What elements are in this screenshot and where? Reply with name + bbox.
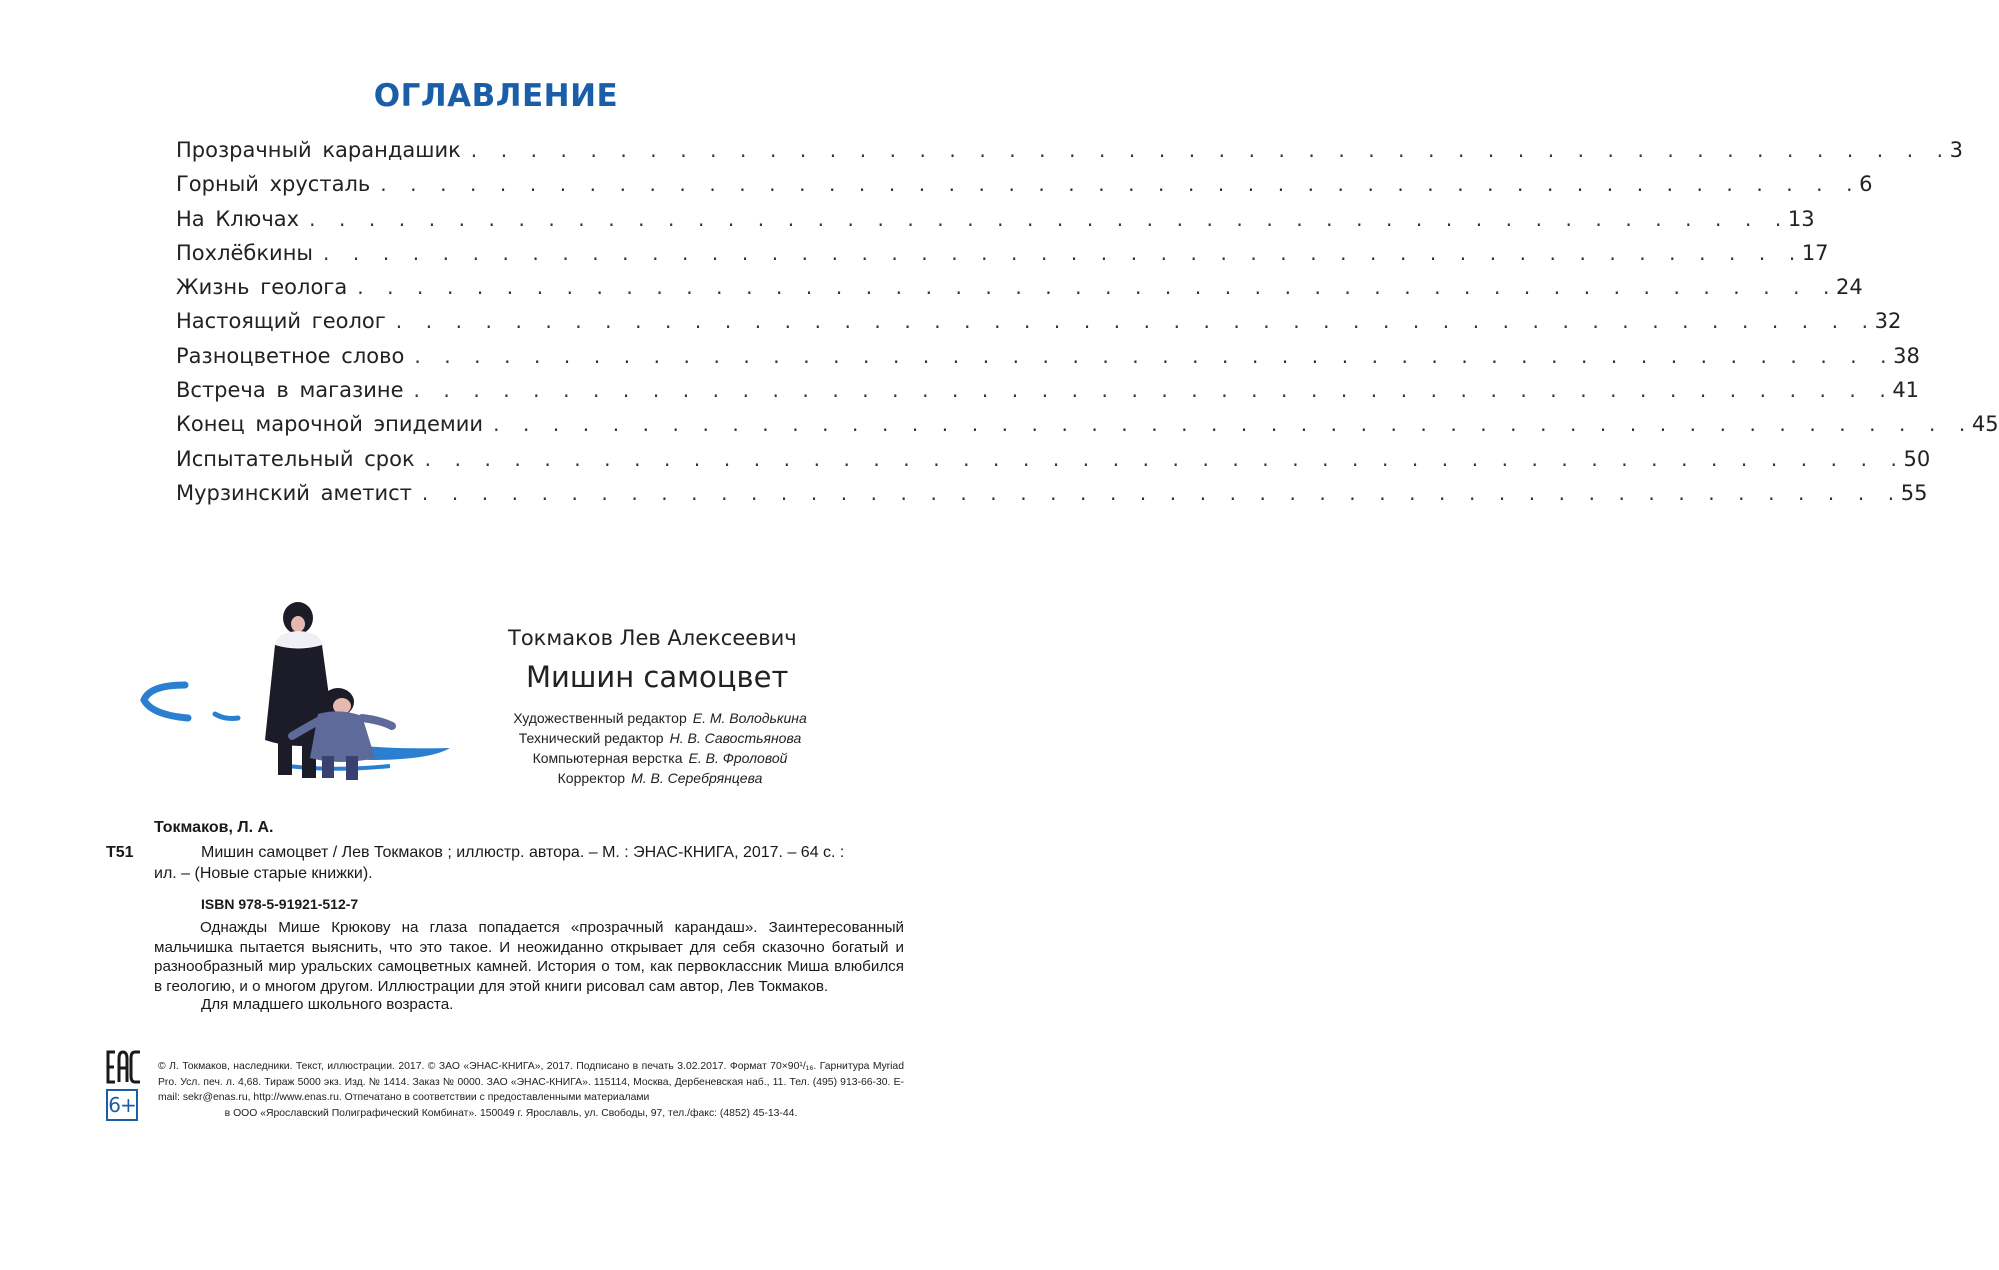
toc-entry-title: Горный хрусталь bbox=[176, 172, 371, 197]
credit-row bbox=[470, 710, 850, 730]
imprint-text bbox=[158, 1059, 904, 1121]
toc-entry-page: 41 bbox=[1892, 378, 1920, 403]
toc-leader-dots: . . . . . . . . . . . . . . . . . . . . . . . . . . . . . . . . . . . . . . . . . . . . . . . . . . bbox=[413, 378, 1893, 403]
book-author: Токмаков Лев Алексеевич bbox=[508, 626, 797, 650]
book-title: Мишин самоцвет bbox=[526, 660, 789, 694]
toc-entry-title: Встреча в магазине bbox=[176, 378, 404, 403]
toc-entry-page: 17 bbox=[1801, 240, 1829, 265]
toc-entry-page: 24 bbox=[1836, 275, 1863, 300]
credit-row bbox=[470, 750, 850, 770]
toc-entry-title: Испытательный срок bbox=[176, 446, 415, 471]
toc-leader-dots: . . . . . . . . . . . . . . . . . . . . . . . . . . . . . . . . . . . . . . . . . . . . . . . . . . bbox=[380, 172, 1860, 197]
credit-person: Е. В. Фроловой bbox=[688, 750, 788, 766]
toc-entry-page: 50 bbox=[1903, 446, 1931, 471]
eac-certification-logo bbox=[106, 1050, 142, 1084]
age-rating-badge: 6+ bbox=[106, 1089, 138, 1121]
toc-entry bbox=[176, 480, 1928, 515]
toc-entry bbox=[176, 378, 1920, 412]
toc-leader-dots: . . . . . . . . . . . . . . . . . . . . . . . . . . . . . . . . . . . . . . . . . . . . . . . . . . bbox=[323, 240, 1802, 265]
toc-leader-dots: . . . . . . . . . . . . . . . . . . . . . . . . . . . . . . . . . . . . . . . . . . . . . . . . . . bbox=[357, 275, 1836, 300]
toc-entry-title: Похлёбкины bbox=[176, 240, 314, 265]
toc-entry bbox=[176, 343, 1920, 378]
toc-entry-page: 55 bbox=[1900, 480, 1928, 505]
toc-entry bbox=[176, 446, 1931, 481]
toc-leader-dots: . . . . . . . . . . . . . . . . . . . . . . . . . . . . . . . . . . . . . . . . . . . . . . . . . . bbox=[414, 343, 1894, 368]
toc-entry-page: 38 bbox=[1893, 343, 1920, 368]
biblio-annotation: Однажды Мише Крюкову на глаза попадается «прозрачный карандаш». Заинтересованный мальчишка пытается выяснить, что это такое. И неожиданно открывает для себя сказочно богатый и разнообразный мир уральских самоцветных камней. История о том, как первоклассник Миша влюбился в геологию, и о многом другом. Иллюстрации для этой книги рисовал сам автор, Лев Токмаков. bbox=[154, 919, 904, 995]
toc-entry-page: 6 bbox=[1859, 172, 1873, 197]
credit-person: Н. В. Савостьянова bbox=[669, 730, 802, 746]
toc-entry-page: 45 bbox=[1971, 412, 1999, 437]
biblio-age-note: Для младшего школьного возраста. bbox=[201, 996, 454, 1013]
toc-leader-dots: . . . . . . . . . . . . . . . . . . . . . . . . . . . . . . . . . . . . . . . . . . . . . . . . . . bbox=[421, 480, 1901, 505]
toc-entry-page: 3 bbox=[1949, 138, 1963, 162]
biblio-description: Мишин самоцвет / Лев Токмаков ; иллюстр. автора. – М. : ЭНАС-КНИГА, 2017. – 64 с. : bbox=[201, 844, 845, 861]
credit-role: Корректор bbox=[557, 770, 626, 786]
toc-entry-title: Прозрачный карандашик bbox=[176, 138, 461, 162]
credit-person: М. В. Серебрянцева bbox=[631, 770, 763, 786]
biblio-isbn: ISBN 978-5-91921-512-7 bbox=[201, 896, 359, 912]
toc-entry bbox=[176, 412, 1999, 446]
toc-entry-page: 32 bbox=[1874, 309, 1902, 334]
credits-list bbox=[470, 710, 850, 790]
credit-row bbox=[470, 770, 850, 790]
toc-entry bbox=[176, 240, 1829, 275]
toc-leader-dots: . . . . . . . . . . . . . . . . . . . . . . . . . . . . . . . . . . . . . . . . . . . . . . . . . . bbox=[309, 206, 1788, 231]
imprint-main: © Л. Токмаков, наследники. Текст, иллюстрации. 2017. © ЗАО «ЭНАС-КНИГА», 2017. Подписано в печать 3.02.2017. Формат 70×90¹/₁₆. Гарнитура Myriad Pro. Усл. печ. л. 4,68. Тираж 5000 экз. Изд. № 1414. Заказ № 0000. ЗАО «ЭНАС-КНИГА». 115114, Москва, Дербеневская наб., 11. Тел. (495) 913-66-30. E-mail: sekr@enas.ru, http://www.enas.ru. Отпечатано в соответствии с предоставленными материалами bbox=[158, 1061, 904, 1103]
toc-heading: ОГЛАВЛЕНИЕ bbox=[373, 78, 619, 114]
toc-entry-title: Настоящий геолог bbox=[176, 309, 386, 334]
toc-leader-dots: . . . . . . . . . . . . . . . . . . . . . . . . . . . . . . . . . . . . . . . . . . . . . . . . . . bbox=[470, 138, 1950, 162]
biblio-index: Т51 bbox=[106, 844, 134, 861]
toc-entry-title: Разноцветное слово bbox=[176, 343, 405, 368]
imprint-printer: в ООО «Ярославский Полиграфический Комбинат». 150049 г. Ярославль, ул. Свободы, 97, тел./факс: (4852) 45-13-44. bbox=[224, 1107, 798, 1119]
biblio-author: Токмаков, Л. А. bbox=[154, 819, 274, 836]
toc-entry bbox=[176, 309, 1902, 343]
biblio-description-cont: ил. – (Новые старые книжки). bbox=[154, 865, 373, 882]
illustration-figures-in-snow bbox=[130, 590, 460, 790]
toc-entry bbox=[176, 138, 1963, 172]
toc-entry bbox=[176, 172, 1873, 206]
credit-role: Технический редактор bbox=[518, 730, 664, 746]
toc-leader-dots: . . . . . . . . . . . . . . . . . . . . . . . . . . . . . . . . . . . . . . . . . . . . . . . . . . bbox=[493, 412, 1972, 437]
credit-person: Е. М. Володькина bbox=[692, 710, 807, 726]
toc-entry bbox=[176, 275, 1863, 309]
table-of-contents bbox=[176, 138, 1999, 515]
toc-leader-dots: . . . . . . . . . . . . . . . . . . . . . . . . . . . . . . . . . . . . . . . . . . . . . . . . . . bbox=[424, 446, 1904, 471]
credit-role: Компьютерная верстка bbox=[532, 750, 683, 766]
toc-entry-title: Конец марочной эпидемии bbox=[176, 412, 484, 437]
toc-entry bbox=[176, 206, 1815, 241]
toc-entry-page: 13 bbox=[1787, 206, 1815, 231]
credit-row bbox=[470, 730, 850, 750]
toc-leader-dots: . . . . . . . . . . . . . . . . . . . . . . . . . . . . . . . . . . . . . . . . . . . . . . . . . . bbox=[395, 309, 1875, 334]
credit-role: Художественный редактор bbox=[513, 710, 687, 726]
toc-entry-title: Жизнь геолога bbox=[176, 275, 348, 300]
toc-entry-title: Мурзинский аметист bbox=[176, 480, 412, 505]
toc-entry-title: На Ключах bbox=[176, 206, 300, 231]
